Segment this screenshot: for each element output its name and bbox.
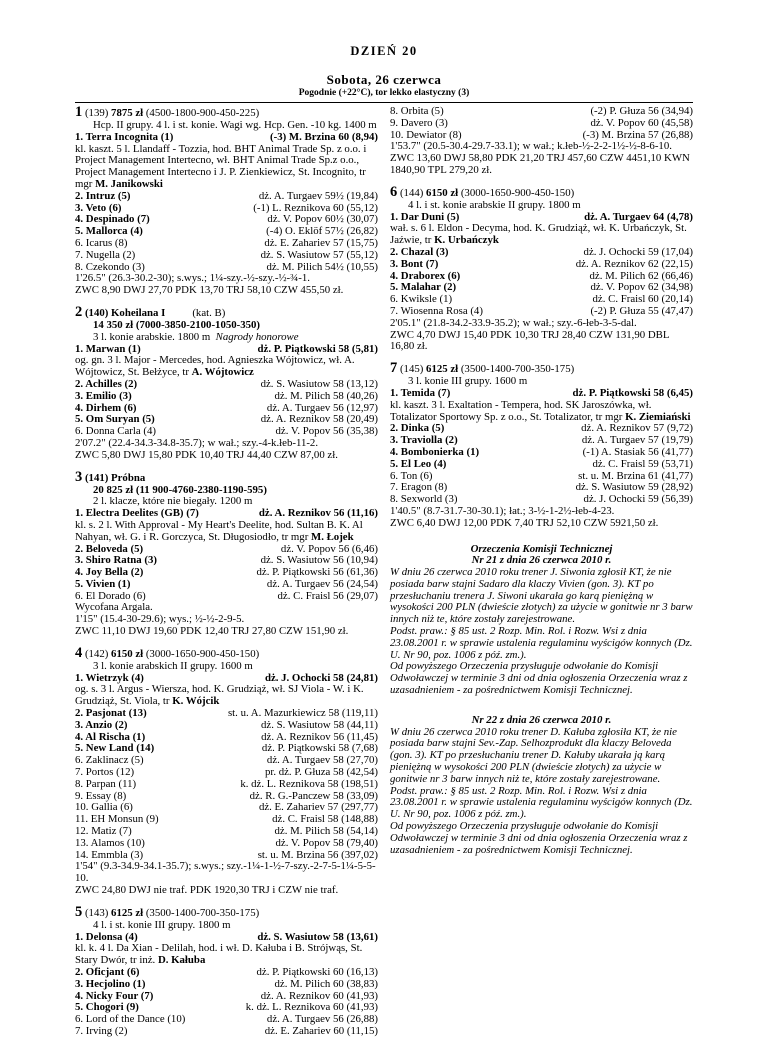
horse-name: 6. Kwiksle (1) (390, 293, 453, 306)
race-category: (kat. B) (165, 306, 226, 319)
race-times: 1'26.5" (26.3-30.2-30); s.wys.; 1¼-szy.-½-szy.-½-¾-1. (75, 272, 310, 285)
race-times: 1'54" (9.3-34.9-34.1-35.7); s.wys.; szy.-1¼-1-½-7-szy.-2-7-5-1¼-5-5-10. (75, 860, 376, 885)
race-times: 1'53.7" (20.5-30.4-29.7-33.1); w wał.; k.łeb-½-2-2-1½-½-8-6-10. (390, 140, 672, 153)
race-prize-split: (3000-1650-900-450-150) (458, 186, 575, 199)
horse-name: 7. Portos (12) (75, 766, 135, 779)
horse-name: 4. Nicky Four (7) (75, 989, 154, 1002)
horse-name: 4. Joy Bella (2) (75, 566, 144, 579)
race-index: (139) (84, 107, 112, 119)
trainer-name: K. Wójcik (172, 695, 220, 708)
race-times: 2'07.2" (22.4-34.3-34.8-35.7); w wał.; szy.-4-k.łeb-11-2. (75, 436, 319, 449)
jockey-info: dż. A. Reznikov 56 (11,16) (258, 507, 378, 520)
race-index: (142) (84, 647, 112, 660)
race-owner: wał. s. 6 l. Eldon - Decyma, hod. K. Grudziąż, wł. K. Urbańczyk, St. Jaźwie, tr K. Urbańczyk (390, 222, 687, 247)
jockey-info: (-1) A. Stasiak 56 (41,77) (582, 445, 693, 458)
commission-ruling (390, 555, 693, 697)
jockey-info: dż. V. Popov 58 (79,40) (275, 836, 378, 849)
horse-name: 5. New Land (14) (75, 742, 155, 755)
race-header (390, 362, 693, 376)
jockey-info: dż. C. Fraisl 59 (53,71) (592, 457, 693, 470)
horse-name: 5. Om Suryan (5) (75, 413, 155, 426)
header-divider (75, 102, 693, 103)
horse-name: 3. Veto (6) (75, 201, 122, 214)
horse-name: 6. Icarus (8) (75, 236, 128, 249)
jockey-info: dż. M. Pilich 62 (66,46) (589, 269, 693, 282)
horse-name: 4. Despinado (7) (75, 213, 150, 226)
commission-ruling (390, 715, 693, 857)
finisher-row (390, 459, 693, 471)
horse-name: 2. Beloveda (5) (75, 542, 144, 555)
weather-line: Pogodnie (+22°C), tor lekko elastyczny (3) (298, 88, 470, 98)
horse-name: 6. Zaklinacz (5) (75, 754, 144, 767)
race-header (75, 644, 378, 661)
jockey-info: dż. A. Turgaev 56 (24,54) (266, 577, 378, 590)
jockey-info: dż. M. Pilich 60 (38,83) (274, 977, 378, 990)
page-date-heading: Sobota, 26 czerwca (326, 72, 442, 87)
race-times: 1'15" (15.4-30-29.6); wys.; ½-½-2-9-5. (75, 613, 245, 626)
horse-name: 4. Dirhem (6) (75, 401, 137, 414)
jockey-info: dż. R. G.-Panczew 58 (33,09) (249, 789, 378, 802)
race-index: (144) (399, 186, 427, 199)
jockey-info: (-1) L. Reznikova 60 (55,12) (253, 201, 378, 214)
finisher-row (390, 259, 693, 271)
finisher-row (75, 579, 378, 591)
race-prize: 6125 zł (111, 906, 144, 919)
race-prize-split: (3500-1400-700-350-175) (143, 906, 260, 919)
finisher-row (75, 250, 378, 262)
ruling-basis: Podst. praw.: § 85 ust. 2 Rozp. Min. Rol. i Rozw. Wsi z dnia 23.08.2001 r. w sprawie ustalenia regulaminu wyścigów konnych (Dz. U. Nr 90, poz. 1006 z póź. zm.). (390, 784, 693, 821)
horse-name: 7. Eragon (8) (390, 481, 448, 494)
horse-name: 8. Czekondo (3) (75, 260, 145, 273)
race-conditions: 4 l. i st. konie III grupy. 1800 m (93, 918, 231, 931)
horse-name: 13. Alamos (10) (75, 836, 145, 849)
finisher-row (75, 391, 378, 403)
ruling-basis: Podst. praw.: § 85 ust. 2 Rozp. Min. Rol. i Rozw. Wsi z dnia 23.08.2001 r. w sprawie ustalenia regulaminu wyścigów konnych (Dz. U. Nr 90, poz. 1006 z póź. zm.). (390, 625, 693, 661)
race-totalizator: ZWC 11,10 DWJ 19,60 PDK 12,40 TRJ 27,80 CZW 151,90 zł. (75, 625, 349, 638)
horse-name: 2. Intruz (5) (75, 189, 131, 202)
race-totalizator: ZWC 8,90 DWJ 27,70 PDK 13,70 TRJ 58,10 CZW 455,50 zł. (75, 284, 344, 297)
jockey-info: dż. A. Turgaev 64 (4,78) (584, 210, 693, 223)
horse-name: 3. Bont (7) (390, 257, 439, 270)
race-conditions: 3 l. konie arabskie. 1800 m Nagrody honorowe (93, 330, 299, 343)
horse-name: 3. Shiro Ratna (3) (75, 554, 157, 567)
horse-name: 5. Chogori (9) (75, 1001, 139, 1014)
trainer-name: K. Ziemiański (625, 410, 691, 423)
horse-name: 5. El Leo (4) (390, 457, 447, 470)
race-name: (141) Próbna (84, 471, 146, 484)
race-prize: 6125 zł (426, 363, 459, 376)
jockey-info: dż. V. Popov 62 (34,98) (590, 281, 693, 294)
race-5-continued (390, 106, 693, 177)
horse-name: 3. Emilio (3) (75, 389, 132, 402)
race-index: (143) (84, 906, 112, 919)
commission-title: Orzeczenia Komisji Technicznej (470, 542, 613, 555)
finisher-row (75, 238, 378, 250)
jockey-info: dż. A. Reznikov 56 (11,45) (261, 730, 378, 743)
jockey-info: dż. A. Turgaev 57 (19,79) (581, 434, 693, 447)
race-conditions: 3 l. konie III grupy. 1600 m (408, 375, 528, 388)
race-name: (140) Koheilana I (84, 306, 166, 319)
trainer-name: A. Wójtowicz (191, 366, 254, 379)
jockey-info: dż. S. Wasiutow 59 (28,92) (575, 481, 693, 494)
race-conditions: 2 l. klacze, które nie biegały. 1200 m (93, 495, 253, 508)
race-header (75, 106, 378, 120)
page-day-heading: DZIEŃ 20 (350, 44, 418, 58)
race-number: 1 (75, 104, 83, 120)
race-prize-split: (3500-1400-700-350-175) (458, 363, 575, 376)
horse-name: 2. Achilles (2) (75, 377, 138, 390)
finisher-row (390, 118, 693, 130)
jockey-info: dż. P. Piątkowski 58 (7,68) (261, 742, 378, 755)
horse-name: 6. Donna Carla (4) (75, 425, 156, 438)
jockey-info: st. u. A. Mazurkiewicz 58 (119,11) (227, 707, 378, 720)
jockey-info: dż. P. Piątkowski 58 (6,45) (572, 386, 693, 399)
jockey-info: (-2) P. Głuza 55 (47,47) (590, 304, 693, 317)
jockey-info: dż. A. Reznikov 60 (41,93) (260, 989, 378, 1002)
trainer-name: D. Kałuba (157, 954, 206, 967)
horse-name: 1. Temida (7) (390, 386, 451, 399)
ruling-number: Nr 22 z dnia 26 czerwca 2010 r. (471, 713, 612, 726)
trainer-name: K. Urbańczyk (434, 234, 499, 247)
horse-name: 2. Chazal (3) (390, 245, 449, 258)
horse-name: 2. Dinka (5) (390, 422, 445, 435)
race-totalizator: ZWC 6,40 DWJ 12,00 PDK 7,40 TRJ 52,10 CZW 5921,50 zł. (390, 516, 659, 529)
horse-name: 6. El Dorado (6) (75, 589, 146, 602)
race-number: 6 (390, 183, 398, 200)
jockey-info: dż. A. Turgaev 56 (26,88) (266, 1013, 378, 1026)
race-conditions: 4 l. i st. konie arabskie II grupy. 1800 m (408, 198, 581, 211)
jockey-info: dż. P. Piątkowski 58 (5,81) (257, 342, 378, 355)
horse-name: 12. Matiz (7) (75, 825, 132, 838)
jockey-info: k. dż. L. Reznikova 60 (41,93) (245, 1001, 378, 1014)
race-3 (75, 468, 378, 638)
horse-name: 1. Dar Duni (5) (390, 210, 460, 223)
race-6 (390, 183, 693, 353)
race-times: 1'40.5" (8.7-31.7-30-30.1); łat.; 3-½-1-2½-łeb-4-23. (390, 504, 615, 517)
finisher-row (75, 379, 378, 391)
right-column (390, 106, 693, 874)
left-column (75, 106, 378, 1047)
jockey-info: dż. V. Popov 56 (6,46) (280, 542, 378, 555)
jockey-info: dż. J. Ochocki 58 (24,81) (264, 671, 378, 684)
jockey-info: pr. dż. P. Głuza 58 (42,54) (264, 766, 378, 779)
finisher-row (75, 191, 378, 203)
race-owner: kl. kaszt. 5 l. Llandaff - Tozzia, hod. BHT Animal Trade Sp. z o.o. i Project Management Intertecno, wł. BHT Animal Trade Sp.z o.o., Project Management Intertecno i J. P. Zienkiewicz, St. Incognito, tr mgr M. Janikowski (75, 142, 367, 190)
jockey-info: dż. M. Pilich 58 (40,26) (274, 389, 378, 402)
jockey-info: dż. S. Wasiutow 56 (10,94) (260, 554, 378, 567)
jockey-info: dż. S. Wasiutow 57 (55,12) (260, 248, 378, 261)
race-1 (75, 106, 378, 297)
jockey-info: dż. E. Zahariev 57 (15,75) (264, 236, 378, 249)
horse-name: 1. Electra Deelites (GB) (7) (75, 507, 199, 520)
jockey-info: dż. J. Ochocki 59 (56,39) (583, 493, 693, 506)
race-header (390, 183, 693, 200)
jockey-info: dż. V. Popov 56 (35,38) (275, 425, 378, 438)
ruling-number: Nr 21 z dnia 26 czerwca 2010 r. (471, 554, 612, 567)
race-note: Nagrody honorowe (210, 330, 299, 343)
race-number: 3 (75, 468, 83, 485)
horse-name: 6. Ton (6) (390, 469, 433, 482)
horse-name: 5. Vivien (1) (75, 577, 131, 590)
race-7 (390, 362, 693, 529)
horse-name: 14. Emmbla (3) (75, 848, 144, 861)
horse-name: 4. Bombonierka (1) (390, 445, 480, 458)
horse-name: 5. Mallorca (4) (75, 225, 143, 238)
race-prize: 14 350 zł (7000-3850-2100-1050-350) (93, 318, 261, 331)
horse-name: 1. Terra Incognita (1) (75, 130, 174, 143)
jockey-info: dż. J. Ochocki 59 (17,04) (583, 245, 693, 258)
race-owner: kl. s. 2 l. With Approval - My Heart's Deelite, hod. Sultan B. K. Al Nahyan, wł. G. i R. Gorczyca, St. Długosiodło, tr mgr M. Łojek (75, 518, 363, 543)
jockey-info: st. u. M. Brzina 61 (41,77) (578, 469, 693, 482)
race-header (75, 468, 378, 485)
race-number: 4 (75, 644, 83, 661)
race-prize: 7875 zł (111, 107, 144, 119)
ruling-appeal: Od powyższego Orzeczenia przysługuje odwołanie do Komisji Odwoławczej w terminie 3 dni od dnia ogłoszenia Orzeczenia wraz z uzasadnieniem - za pośrednictwem Komisji Technicznej. (390, 660, 688, 697)
race-owner: kl. kaszt. 3 l. Exaltation - Tempera, hod. SK Jaroszówka, wł. Totalizator Sportowy Sp. z o.o., St. Totalizator, tr mgr K. Ziemiański (390, 398, 691, 423)
horse-name: 5. Malahar (2) (390, 281, 457, 294)
horse-name: 3. Traviolla (2) (390, 434, 458, 447)
race-prize: 6150 zł (111, 647, 144, 660)
race-conditions: Hcp. II grupy. 4 l. i st. konie. Wagi wg. Hcp. Gen. -10 kg. 1400 m (93, 119, 377, 131)
horse-name: 1. Wietrzyk (4) (75, 671, 144, 684)
race-prize-split: (3000-1650-900-450-150) (143, 647, 260, 660)
ruling-text: W dniu 26 czerwca 2010 roku trener D. Kałuba zgłosiła KT, że nie posiada barw stajni Sev.-Zap. Selhozprodukt dla klaczy Beloveda (gon. 3). KT po przesłuchaniu trener D. Kałuby ukarała ją karą pieniężną w wysokości 200 PLN (dwieście złotych) za użycie w gonitwie nr 3 barw innych niż te, które zostały zarejestrowane. (390, 725, 677, 785)
horse-name: 4. Draborex (6) (390, 269, 461, 282)
horse-name: 7. Nugella (2) (75, 248, 136, 261)
jockey-info: k. dż. L. Reznikova 58 (198,51) (240, 777, 378, 790)
race-header (75, 903, 378, 920)
race-owner: og. s. 3 l. Argus - Wiersza, hod. K. Grudziąż, wł. SJ Viola - W. i K. Grudziąż, St. Viola, tr K. Wójcik (75, 683, 364, 708)
ruling-text: W dniu 26 czerwca 2010 roku trener J. Siwonia zgłosił KT, że nie posiada barw stajni Sadaro dla klaczy Vivien (gon. 3). KT po przesłuchaniu trenera J. Siwoni ukarała go karą pieniężną w wysokości 200 PLN (dwieście złotych) za użycie w gonitwie nr 3 barw innych niż te, które zostały zarejestrowane. (390, 566, 693, 626)
jockey-info: dż. V. Popov 60 (45,58) (590, 116, 693, 129)
jockey-info: dż. M. Pilich 58 (54,14) (274, 825, 378, 838)
finisher-row (75, 132, 378, 144)
jockey-info: dż. A. Turgaev 56 (12,97) (266, 401, 378, 414)
jockey-info: dż. S. Wasiutow 58 (44,11) (261, 718, 378, 731)
finisher-row (390, 447, 693, 459)
race-number: 7 (390, 360, 398, 377)
jockey-info: dż. V. Popov 60½ (30,07) (267, 213, 378, 226)
horse-name: 4. Al Rischa (1) (75, 730, 146, 743)
jockey-info: (-3) M. Brzina 60 (8,94) (270, 130, 378, 143)
jockey-info: dż. A. Reznikov 58 (20,49) (260, 413, 378, 426)
race-totalizator: ZWC 24,80 DWJ nie traf. PDK 1920,30 TRJ i CZW nie traf. (75, 884, 339, 897)
race-totalizator: ZWC 5,80 DWJ 15,80 PDK 10,40 TRJ 44,40 CZW 87,00 zł. (75, 448, 338, 461)
horse-name: 11. EH Monsun (9) (75, 813, 159, 826)
race-index: (145) (399, 363, 427, 376)
race-owner: kl. k. 4 l. Da Xian - Delilah, hod. i wł. D. Kałuba i B. Strójwąs, St. Stary Dwór, tr inż. D. Kałuba (75, 942, 363, 967)
race-prize: 6150 zł (426, 186, 459, 199)
horse-name: 1. Marwan (1) (75, 342, 141, 355)
horse-name: 7. Wiosenna Rosa (4) (390, 304, 483, 317)
jockey-info: dż. S. Wasiutow 58 (13,61) (257, 930, 378, 943)
finisher-row (75, 779, 378, 791)
race-2 (75, 303, 378, 462)
race-conditions: 3 l. konie arabskich II grupy. 1600 m (93, 659, 253, 672)
jockey-info: dż. A. Reznikov 57 (9,72) (581, 422, 693, 435)
finisher-row (75, 720, 378, 732)
race-header (75, 303, 378, 320)
finisher-row (75, 1014, 378, 1026)
jockey-info: dż. A. Turgaev 58 (27,70) (266, 754, 378, 767)
jockey-info: dż. E. Zahariev 60 (11,15) (264, 1024, 378, 1037)
finisher-row (75, 979, 378, 991)
horse-name: 8. Sexworld (3) (390, 493, 458, 506)
horse-name: 9. Davero (3) (390, 116, 448, 129)
horse-name: 6. Lord of the Dance (10) (75, 1013, 186, 1026)
finisher-row (75, 838, 378, 850)
race-times: 2'05.1" (21.8-34.2-33.9-35.2); w wał.; szy.-6-łeb-3-5-dal. (390, 316, 637, 329)
jockey-info: dż. S. Wasiutow 58 (13,12) (260, 377, 378, 390)
race-extra: Wycofana Argala. (75, 601, 153, 614)
jockey-info: st. u. M. Brzina 56 (397,02) (257, 848, 378, 861)
horse-name: 1. Delonsa (4) (75, 930, 138, 943)
jockey-info: (-4) O. Eklöf 57½ (26,82) (266, 225, 378, 238)
finisher-row (390, 388, 693, 400)
finisher-row (75, 1002, 378, 1014)
horse-name: 8. Parpan (11) (75, 777, 137, 790)
trainer-name: M. Janikowski (95, 177, 163, 190)
jockey-info: dż. A. Reznikov 62 (22,15) (575, 257, 693, 270)
horse-name: 2. Pasjonat (13) (75, 707, 147, 720)
jockey-info: (-2) P. Głuza 56 (34,94) (590, 105, 693, 117)
jockey-info: dż. C. Fraisl 58 (148,88) (272, 813, 378, 826)
race-number: 2 (75, 303, 83, 320)
horse-name: 10. Dewiator (8) (390, 128, 462, 141)
jockey-info: dż. A. Turgaev 59½ (19,84) (258, 189, 378, 202)
jockey-info: dż. P. Piątkowski 60 (16,13) (256, 966, 378, 978)
jockey-info: dż. C. Fraisl 56 (29,07) (277, 589, 378, 602)
ruling-appeal: Od powyższego Orzeczenia przysługuje odwołanie do Komisji Odwoławczej w terminie 3 dni od dnia ogłoszenia Orzeczenia wraz z uzasadnieniem - za pośrednictwem Komisji Technicznej. (390, 820, 688, 856)
horse-name: 3. Anzio (2) (75, 718, 128, 731)
race-5 (75, 903, 378, 1038)
finisher-row (75, 1026, 378, 1038)
horse-name: 9. Essay (8) (75, 789, 127, 802)
jockey-info: dż. P. Piątkowski 56 (61,36) (256, 566, 378, 579)
jockey-info: (-3) M. Brzina 57 (26,88) (582, 128, 693, 141)
horse-name: 3. Hecjolino (1) (75, 977, 146, 990)
finisher-row (390, 247, 693, 259)
race-totalizator: ZWC 4,70 DWJ 15,40 PDK 10,30 TRJ 28,40 CZW 131,90 DBL 16,80 zł. (390, 328, 670, 353)
finisher-row (390, 306, 693, 318)
horse-name: 2. Oficjant (6) (75, 966, 140, 978)
race-4 (75, 644, 378, 897)
horse-name: 8. Orbita (5) (390, 105, 444, 117)
race-prize: 20 825 zł (11 900-4760-2380-1190-595) (93, 483, 267, 496)
race-totalizator: ZWC 13,60 DWJ 58,80 PDK 21,20 TRJ 457,60 CZW 4451,10 KWN 1840,90 TPL 279,20 zł. (390, 152, 690, 176)
race-owner: og. gn. 3 l. Major - Mercedes, hod. Agnieszka Wójtowicz, wł. A. Wójtowicz, St. Bełżyce, tr A. Wójtowicz (75, 354, 355, 379)
horse-name: 7. Irving (2) (75, 1024, 128, 1037)
trainer-name: M. Łojek (311, 530, 354, 543)
jockey-info: dż. C. Fraisl 60 (20,14) (592, 293, 693, 306)
jockey-info: dż. M. Pilich 54½ (10,55) (266, 260, 378, 273)
race-number: 5 (75, 903, 83, 920)
horse-name: 10. Gallia (6) (75, 801, 133, 814)
finisher-row (75, 991, 378, 1003)
jockey-info: dż. E. Zahariev 57 (297,77) (258, 801, 378, 814)
race-prize-split: (4500-1800-900-450-225) (143, 107, 260, 119)
